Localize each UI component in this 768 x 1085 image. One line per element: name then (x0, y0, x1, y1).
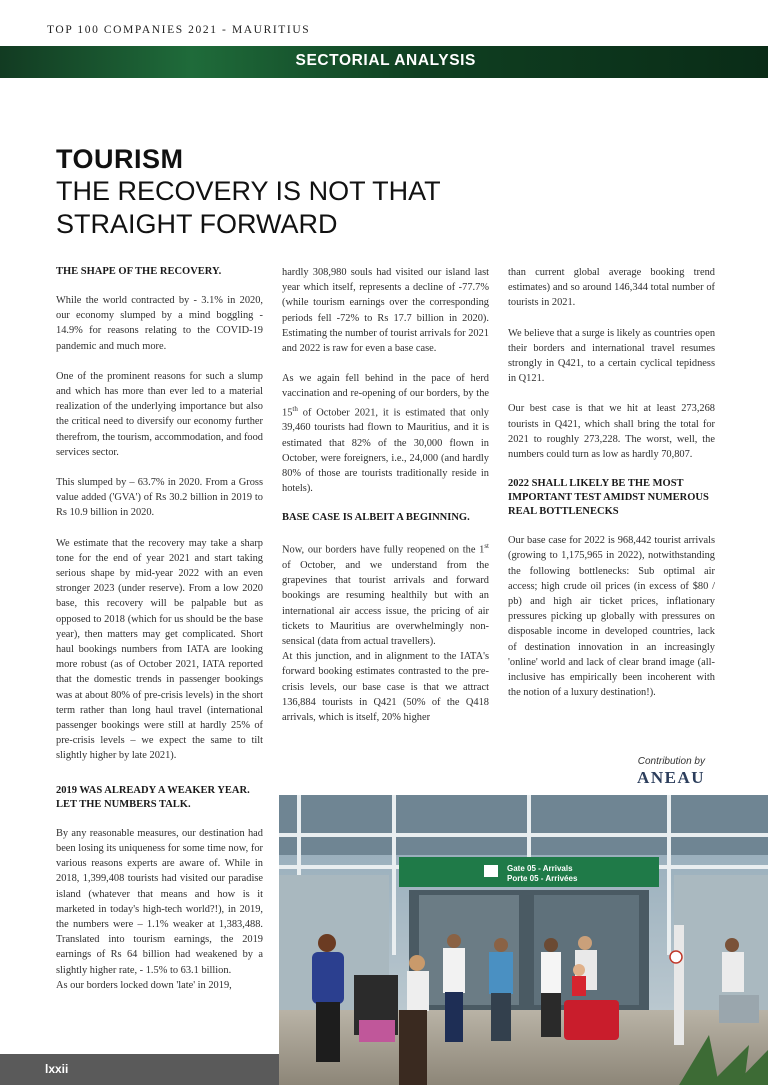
running-head: TOP 100 COMPANIES 2021 - MAURITIUS (47, 24, 311, 36)
gate-sign-line-1: Gate 05 - Arrivals (507, 864, 573, 873)
paragraph: We believe that a surge is likely as countries open their borders and international travel resumes strongly in Q421, to a certain cyclical tepidness in Q121. (508, 327, 716, 385)
contribution-credit (630, 756, 705, 788)
section-banner (0, 46, 768, 78)
airport-photo-illustration (279, 795, 768, 1085)
page-number: lxxii (45, 1062, 69, 1076)
paragraph: This slumped by – 63.7% in 2020. From a Gross value added ('GVA') of Rs 30.2 billion in 2019 to Rs 10.9 billion in 2020. (56, 477, 263, 519)
aneau-logo: ANEAU (637, 768, 705, 787)
paragraph: Our base case for 2022 is 968,442 tourist arrivals (growing to 1,175,965 in 2022), notwithstanding the following bottlenecks: Sub optimal air access; high crude oil prices (in excess of $80 / pb) and high air ticket prices, inflationary pressures picking up globally with pressures on disposable income in developed countries, lack of destination innovation in an increasingly 'online' world and lack of clear brand image (all-inclusive has empirically been incoherent with the notion of a luxury destination!). (508, 535, 715, 699)
paragraph: As we again fell behind in the pace of herd vaccination and re-opening of our borders, by the 15th of October 2021, it is estimated that only 39,460 tourists had flown to Mauritius, and it is estimated that 82% of the 30,000 flown in October, were foreigners, i.e., 24,000 (and hardly 80% of those are tourists traditionally reside in hotels). (282, 373, 489, 495)
paragraph: We estimate that the recovery may take a sharp tone for the end of year 2021 and start taking serious shape by mid-year 2022 with an even stronger 2023 (under reserve). From a low 2020 base, this recovery will be palpable but as opposed to 2018 (which for us should be the base year), then matters may get complicated. Short haul bookings numbers from IATA are looking more robust (as of October 2021, IATA reported that the domestic trends in passenger bookings was at about 80% of pre-crisis levels) in the short term rather than long haul travel (international passenger bookings were still at hardly 25% of pre-crisis levels – we expect the same to tilt slightly higher by late 2021). (56, 537, 263, 762)
airport-arrivals-photo (279, 795, 768, 1085)
heading-base-case: BASE CASE IS ALBEIT A BEGINNING. (282, 512, 470, 524)
paragraph: By any reasonable measures, our destination had been losing its uniqueness for some time now, for various reasons experts are aware of. While in 2018, 1,399,408 tourists had visited our paradise island (whatever that means and how is it marketed in today's high-tech world?!), in 2019, the numbers were – 1.1% weaker at 1,383,488. Translated into tourism earnings, the 2019 earnings of Rs 64 billion had weakened by a slightly higher rate, - 1.5% to 63.1 billion. (56, 827, 263, 976)
article-title-block (56, 143, 496, 241)
article-subtitle: THE RECOVERY IS NOT THAT STRAIGHT FORWARD (56, 176, 441, 239)
paragraph: At this junction, and in alignment to the IATA's forward booking estimates contrasted to the pre-crisis levels, our base case is that we attract 136,884 tourists in Q421 (50% of the Q418 arrivals, which is itself, 20% higher (282, 651, 489, 724)
heading-2019-weaker-year: 2019 WAS ALREADY A WEAKER YEAR. LET THE NUMBERS TALK. (56, 784, 250, 810)
gate-sign-line-2: Porte 05 - Arrivées (507, 874, 578, 883)
contribution-label: Contribution by (637, 756, 705, 767)
article-title: TOURISM (56, 144, 184, 174)
heading-2022-test: 2022 SHALL LIKELY BE THE MOST IMPORTANT TEST AMIDST NUMEROUS REAL BOTTLENECKS (508, 478, 709, 518)
page-number-tab (0, 1054, 279, 1085)
paragraph: Our best case is that we hit at least 273,268 tourists in Q421, which shall bring the total for 2021 to roughly 273,228. The worst, well, the numbers could turn as low as hardly 70,807. (508, 403, 715, 461)
heading-shape-of-recovery: THE SHAPE OF THE RECOVERY. (56, 266, 222, 277)
paragraph: As our borders locked down 'late' in 2019, (56, 979, 232, 991)
paragraph: One of the prominent reasons for such a slump and which has more than ever led to a material realization of the underlying importance but also the critical need to diversify our economy further therefrom, the tourism, accommodation, and food services sector. (56, 370, 263, 458)
text-column-2 (282, 265, 489, 740)
paragraph: than current global average booking trend estimates) and so around 146,344 total number of tourists in 2021. (508, 267, 715, 309)
section-label: SECTORIAL ANALYSIS (295, 52, 476, 69)
paragraph: While the world contracted by - 3.1% in 2020, our economy slumped by a mind boggling - 14.9% for reasons relating to the COVID-19 pandemic and much more. (56, 295, 263, 352)
text-column-3 (508, 265, 715, 715)
text-column-1 (56, 265, 263, 1008)
paragraph: Now, our borders have fully reopened on the 1st of October, and we understand from the grapevines that tourist arrivals and forward bookings are resuming healthily but with an international air access issue, the pricing of air tickets to Mauritius are overwhelmingly non-sensical (data from actual travellers). (282, 542, 489, 647)
paragraph: hardly 308,980 souls had visited our island last year which itself, represents a decline of -77.7% (while tourism earnings over the corresponding periods fell -72% to Rs 17.7 billion in 2020). Estimating the number of tourist arrivals for 2021 and 2022 is raw for even a base case. (282, 267, 489, 355)
